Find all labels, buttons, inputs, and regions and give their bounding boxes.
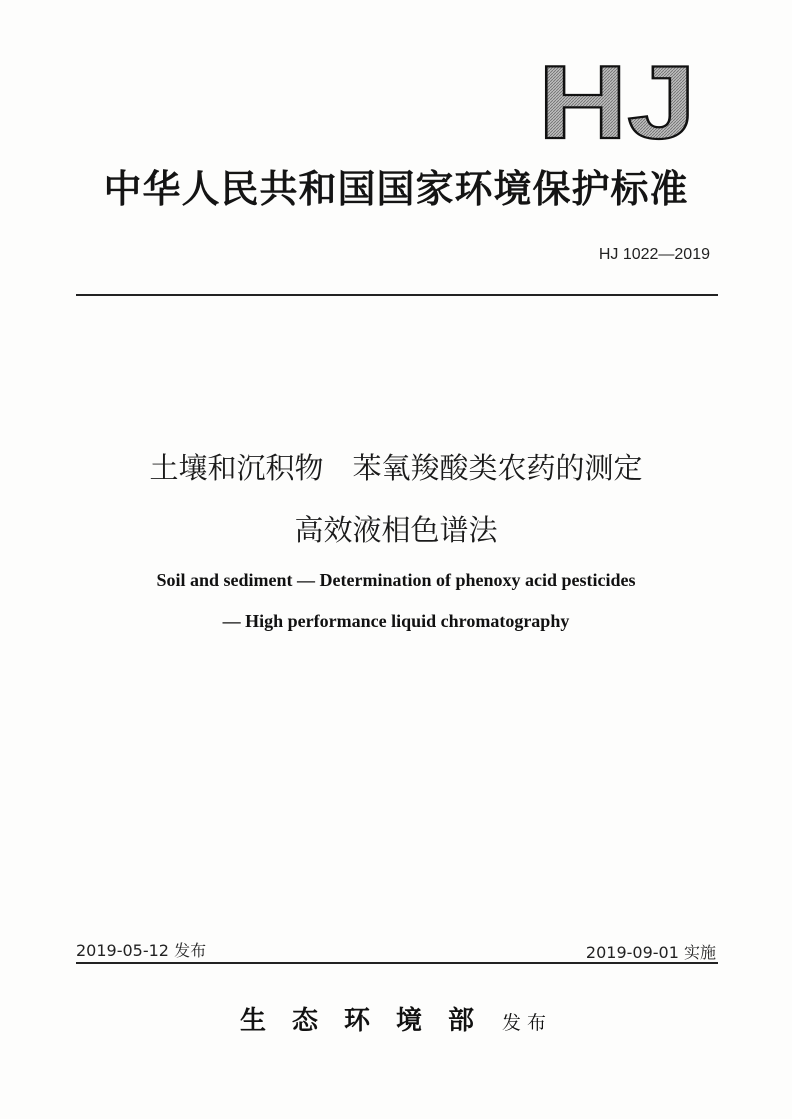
title-chinese-line1: 土壤和沉积物 苯氧羧酸类农药的测定 — [149, 451, 643, 485]
publisher-name: 生态环境部 — [239, 1006, 500, 1036]
title-english-line2: — High performance liquid chromatography — [222, 611, 570, 631]
effective-date: 2019-09-01 实施 — [585, 943, 716, 962]
header-divider — [76, 294, 718, 296]
standard-family-title: 中华人民共和国国家环境保护标准 — [103, 166, 689, 211]
hj-logo — [538, 58, 698, 142]
publisher — [0, 1000, 792, 1037]
title-english-line1: Soil and sediment — Determination of phenoxy acid pesticides — [156, 570, 636, 590]
publisher-suffix: 发布 — [502, 1012, 553, 1034]
standard-number: HJ 1022—2019 — [598, 246, 710, 263]
footer-divider — [76, 962, 718, 964]
issue-date: 2019-05-12 发布 — [76, 941, 207, 960]
svg-text:HJ: HJ — [538, 58, 696, 142]
title-chinese-line2: 高效液相色谱法 — [294, 513, 498, 547]
